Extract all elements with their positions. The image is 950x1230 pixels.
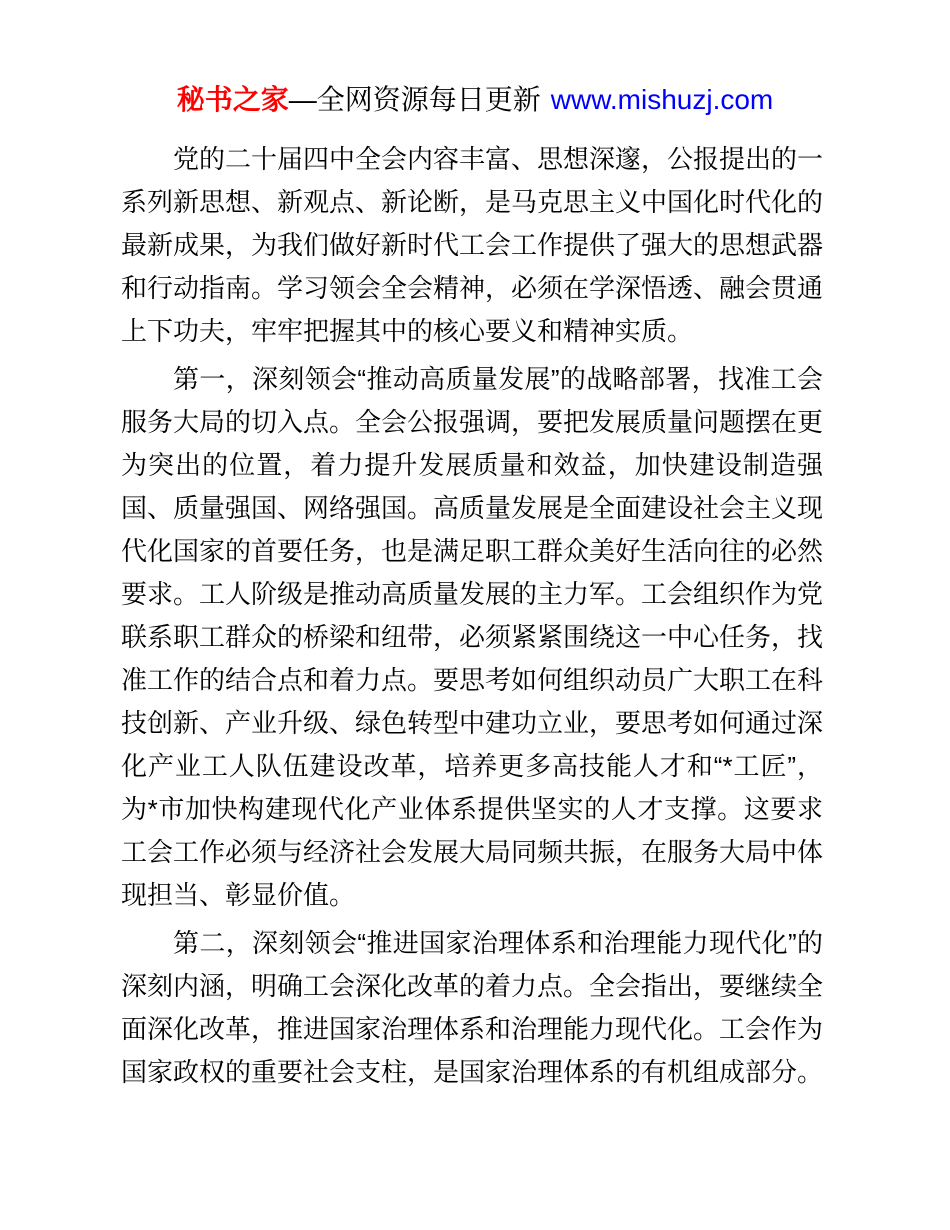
site-url-link[interactable]: www.mishuzj.com [550, 84, 774, 115]
site-tagline: 全网资源每日更新 [316, 84, 541, 115]
site-brand: 秘书之家 [176, 84, 289, 115]
paragraph-point-two: 第二，深刻领会“推进国家治理体系和治理能力现代化”的深刻内涵，明确工会深化改革的着力点。全会指出，要继续全面深化改革，推进国家治理体系和治理能力现代化。工会作为国家政权的重要社会支柱，是国家治理体系的有机组成部分。 [121, 928, 824, 1087]
site-header [0, 84, 950, 116]
document-body [121, 138, 823, 1094]
paragraph-intro: 党的二十届四中全会内容丰富、思想深邃，公报提出的一系列新思想、新观点、新论断，是马克思主义中国化时代化的最新成果，为我们做好新时代工会工作提供了强大的思想武器和行动指南。学习领会全会精神，必须在学深悟透、融会贯通上下功夫，牢牢把握其中的核心要义和精神实质。 [121, 144, 824, 346]
header-separator: — [288, 84, 317, 115]
paragraph-point-one: 第一，深刻领会“推动高质量发展”的战略部署，找准工会服务大局的切入点。全会公报强调，要把发展质量问题摆在更为突出的位置，着力提升发展质量和效益，加快建设制造强国、质量强国、网络强国。高质量发展是全面建设社会主义现代化国家的首要任务，也是满足职工群众美好生活向往的必然要求。工人阶级是推动高质量发展的主力军。工会组织作为党联系职工群众的桥梁和纽带，必须紧紧围绕这一中心任务，找准工作的结合点和着力点。要思考如何组织动员广大职工在科技创新、产业升级、绿色转型中建功立业，要思考如何通过深化产业工人队伍建设改革，培养更多高技能人才和“*工匠”，为*市加快构建现代化产业体系提供坚实的人才支撑。这要求工会工作必须与经济社会发展大局同频共振，在服务大局中体现担当、彰显价值。 [121, 364, 824, 910]
